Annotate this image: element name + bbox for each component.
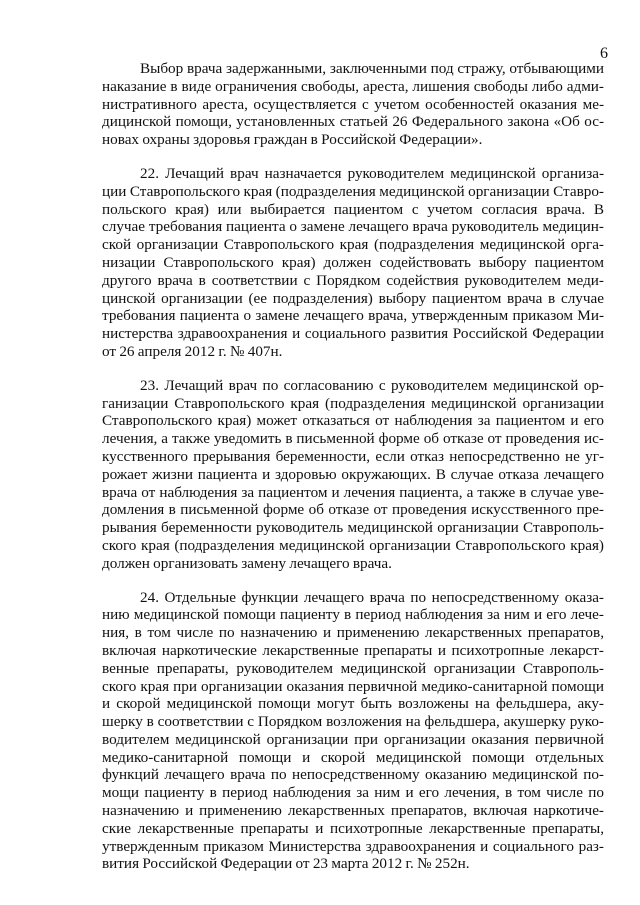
text-line: шерку в соответствии с Порядком возложения на фельдшера, акушерку руко-	[102, 713, 604, 731]
text-line: 23. Лечащий врач по согласованию с руководителем медицинской ор-	[140, 376, 604, 394]
paragraph-item-23	[102, 377, 604, 573]
text-line: требования пациента о замене лечащего врача, утвержденным приказом Ми-	[102, 307, 604, 325]
text-line: водителем медицинской организации при организации оказания первичной	[102, 730, 604, 748]
text-line: Выбор врача задержанными, заключенными под стражу, отбывающими	[140, 60, 604, 77]
text-line: другого врача в соответствии с Порядком содействия руководителем меди-	[102, 271, 604, 289]
text-line: врача от наблюдения за пациентом и лечения пациента, а также в случае уве-	[102, 483, 604, 501]
paragraph-item-24	[102, 589, 604, 874]
text-line: медико-санитарной помощи и скорой медицинской помощи отдельных	[102, 748, 604, 766]
text-line: должен организовать замену лечащего врача.	[102, 554, 392, 572]
text-line: наказание в виде ограничения свободы, ареста, лишения свободы либо адми-	[102, 77, 604, 95]
paragraph-item-22	[102, 165, 604, 361]
text-line: лечения, а также уведомить в письменной форме об отказе от проведения ис-	[102, 430, 604, 448]
text-line: 24. Отдельные функции лечащего врача по непосредственному оказа-	[140, 588, 604, 606]
text-line: от 26 апреля 2012 г. № 407н.	[102, 342, 283, 360]
text-line: дицинской помощи, установленных статьей 26 Федерального закона «Об ос-	[102, 113, 604, 131]
text-line: утвержденным приказом Министерства здравоохранения и социального раз-	[102, 837, 604, 855]
text-line: нию медицинской помощи пациенту в период наблюдения за ним и его лече-	[102, 606, 604, 624]
text-line: функций лечащего врача по непосредственному оказанию медицинской по-	[102, 766, 604, 784]
text-line: назначению и применению лекарственных препаратов, включая наркотиче-	[102, 802, 604, 820]
text-line: и скорой медицинской помощи могут быть возложены на фельдшера, аку-	[102, 695, 604, 713]
text-line: ского края при организации оказания первичной медико-санитарной помощи	[102, 677, 604, 695]
paragraph-intro	[102, 60, 604, 149]
text-line: ции Ставропольского края (подразделения медицинской организации Ставро-	[102, 182, 604, 200]
text-line: нистративного ареста, осуществляется с учетом особенностей оказания ме-	[102, 95, 604, 113]
text-line: ского края (подразделения медицинской организации Ставропольского края)	[102, 536, 604, 554]
text-line: низации Ставропольского края) должен содействовать выбору пациентом	[102, 253, 604, 271]
text-line: Ставропольского края) может отказаться от наблюдения за пациентом и его	[102, 412, 604, 430]
text-line: ской организации Ставропольского края (подразделения медицинской орга-	[102, 236, 604, 254]
text-line: случае требования пациента о замене лечащего врача руководитель медицин-	[102, 218, 604, 236]
text-line: ские лекарственные препараты и психотропные лекарственные препараты,	[102, 819, 604, 837]
text-line: кусственного прерывания беременности, если отказ непосредственно не уг-	[102, 447, 604, 465]
text-line: новах охраны здоровья граждан в Российской Федерации».	[102, 131, 483, 149]
text-line: рожает жизни пациента и здоровью окружающих. В случае отказа лечащего	[102, 465, 604, 483]
text-line: ганизации Ставропольского края (подразделения медицинской организации	[102, 394, 604, 412]
text-line: польского края) или выбирается пациентом с учетом согласия врача. В	[102, 200, 604, 218]
text-line: мощи пациенту в период наблюдения за ним и его лечения, в том числе по	[102, 784, 604, 802]
text-line: включая наркотические лекарственные препараты и психотропные лекарст-	[102, 641, 604, 659]
text-line: нистерства здравоохранения и социального развития Российской Федерации	[102, 325, 604, 343]
page-number: 6	[600, 45, 608, 62]
text-line: домления в письменной форме об отказе от проведения искусственного пре-	[102, 501, 604, 519]
text-line: венные препараты, руководителем медицинской организации Ставрополь-	[102, 659, 604, 677]
text-line: ния, в том числе по назначению и применению лекарственных препаратов,	[102, 624, 604, 642]
text-line: 22. Лечащий врач назначается руководителем медицинской организа-	[140, 164, 604, 182]
text-line: вития Российской Федерации от 23 марта 2012 г. № 252н.	[102, 855, 470, 873]
document-body	[102, 60, 604, 873]
text-line: рывания беременности руководитель медицинской организации Ставрополь-	[102, 519, 604, 537]
text-line: цинской организации (ее подразделения) выбору пациентом врача в случае	[102, 289, 604, 307]
